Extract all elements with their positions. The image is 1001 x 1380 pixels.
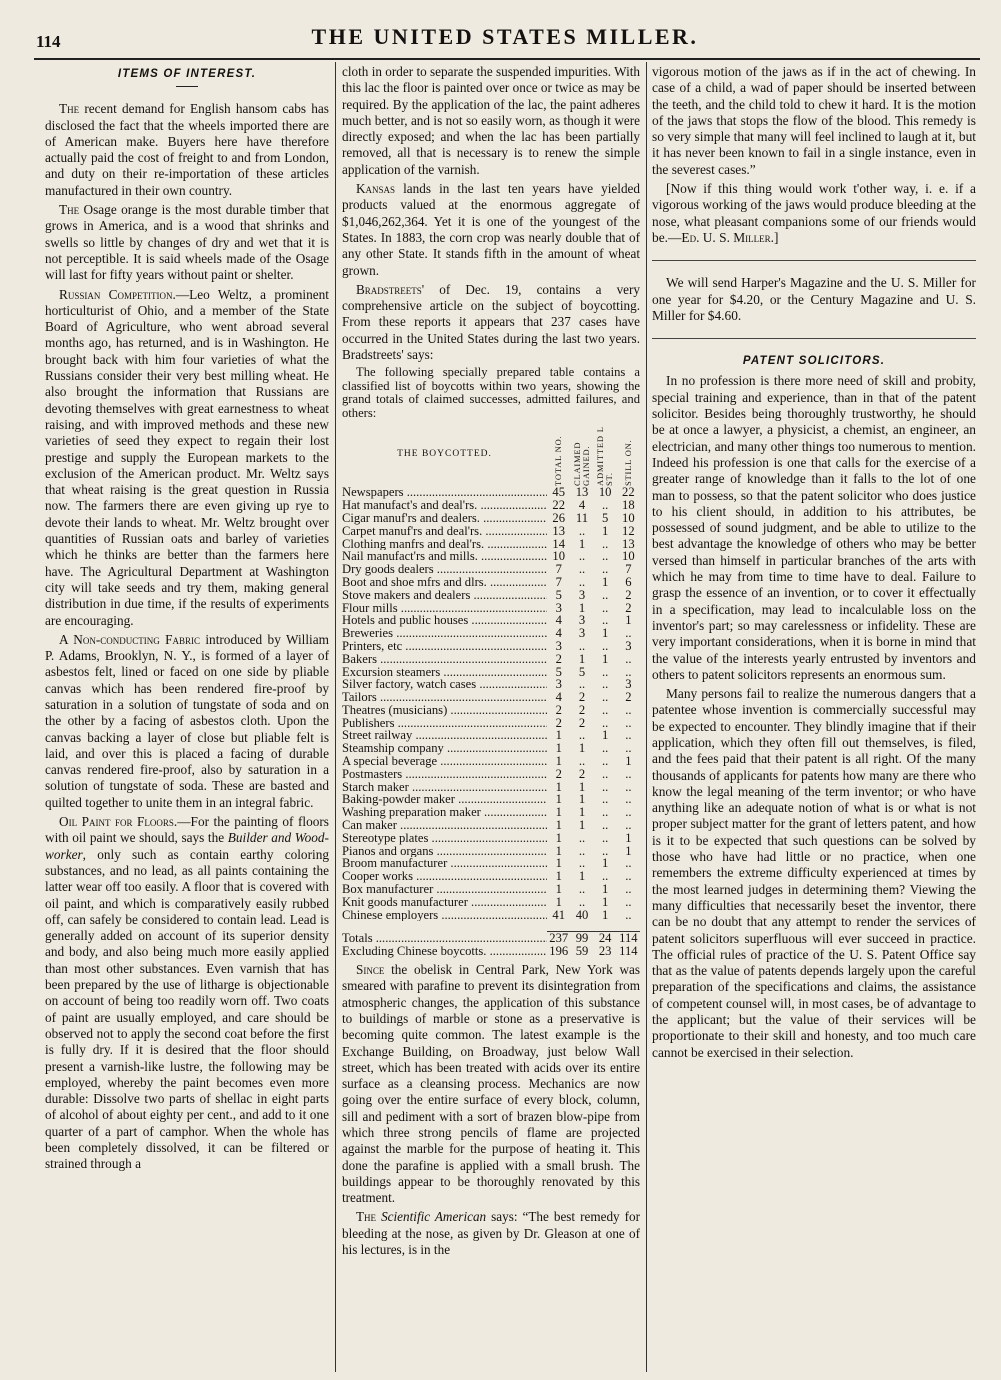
section-separator xyxy=(652,260,976,261)
table-row xyxy=(342,909,640,922)
cell-still: 10 xyxy=(622,549,635,564)
row-label: Newspapers xyxy=(342,486,404,500)
cell-admitted: .. xyxy=(601,702,609,717)
cell-admitted: 23 xyxy=(598,944,612,959)
header-total: TOTAL NO. xyxy=(553,435,564,487)
cell-total: 4 xyxy=(555,690,562,705)
cell-claimed: 1 xyxy=(578,779,586,794)
cell-still: 18 xyxy=(622,498,635,513)
cell-claimed: .. xyxy=(578,882,586,897)
boycott-table xyxy=(342,426,640,958)
cell-claimed: 1 xyxy=(578,792,586,807)
table-row xyxy=(342,512,640,525)
cell-claimed: 13 xyxy=(575,485,589,500)
cell-admitted: 1 xyxy=(601,651,609,666)
header-still: STILL ON. xyxy=(622,439,633,487)
cell-still: .. xyxy=(625,792,632,807)
cell-total: 1 xyxy=(555,728,562,743)
cell-claimed: .. xyxy=(578,843,586,858)
cell-still: 2 xyxy=(625,690,632,705)
cell-total: 22 xyxy=(552,498,566,513)
cell-still: 1 xyxy=(625,613,632,628)
cell-total: 1 xyxy=(555,805,562,820)
cell-claimed: .. xyxy=(578,677,586,692)
editor-note-paragraph: [Now if this thing would work t'other way, i. e. if a vigorous working of the jaws would produce bleeding at the nose, what pleasant companions some of our friends would be.—Ed. U. S. Miller.] xyxy=(652,181,976,245)
cell-admitted: .. xyxy=(601,805,609,820)
cell-total: 196 xyxy=(549,944,569,959)
cell-admitted: 1 xyxy=(601,574,609,589)
table-row xyxy=(342,550,640,563)
cell-claimed: 3 xyxy=(578,613,586,628)
cell-admitted: .. xyxy=(601,677,609,692)
row-label: Totals xyxy=(342,931,373,946)
cell-total: 1 xyxy=(555,792,562,807)
cell-admitted: .. xyxy=(601,779,609,794)
cell-total: 2 xyxy=(555,702,562,717)
cell-still: .. xyxy=(625,882,632,897)
cell-admitted: .. xyxy=(601,562,609,577)
table-row xyxy=(342,819,640,832)
row-label: Breweries xyxy=(342,627,394,640)
column-3 xyxy=(652,64,976,1064)
table-row xyxy=(342,589,640,602)
cell-still: .. xyxy=(625,766,632,781)
row-label: Bakers xyxy=(342,652,377,666)
cell-claimed: .. xyxy=(578,562,586,577)
table-row xyxy=(342,832,640,845)
cell-claimed: .. xyxy=(578,523,586,538)
row-label: Silver factory, watch cases xyxy=(342,678,477,692)
cell-admitted: 10 xyxy=(598,485,612,500)
page-number: 114 xyxy=(36,32,61,51)
cell-claimed: 4 xyxy=(578,498,586,513)
table-row xyxy=(342,857,640,870)
cell-admitted: .. xyxy=(601,536,609,551)
cell-still: 2 xyxy=(625,600,632,615)
cell-admitted: .. xyxy=(601,818,609,833)
row-label: Street railway xyxy=(342,729,413,743)
cell-still: 12 xyxy=(622,523,635,538)
magazine-offer-paragraph: We will send Harper's Magazine and the U. S. Miller for one year for $4.20, or the Century Magazine and U. S. Miller for $4.60. xyxy=(652,275,976,323)
cell-claimed: 1 xyxy=(578,805,586,820)
cell-admitted: 5 xyxy=(601,510,609,525)
cell-total: 13 xyxy=(552,523,566,538)
cell-admitted: 1 xyxy=(601,856,609,871)
row-label: Washing preparation maker xyxy=(342,806,481,820)
cell-admitted: .. xyxy=(601,741,609,756)
header-rule xyxy=(34,58,980,60)
cell-total: 1 xyxy=(555,856,562,871)
cell-admitted: .. xyxy=(601,766,609,781)
row-label: Starch maker xyxy=(342,780,409,794)
table-row xyxy=(342,576,640,589)
row-label: Theatres (musicians) xyxy=(342,703,448,717)
row-label: Excluding Chinese boycotts. xyxy=(342,945,487,959)
cell-total: 1 xyxy=(555,754,562,769)
cell-still: .. xyxy=(625,856,632,871)
cell-claimed: 2 xyxy=(578,715,586,730)
cell-admitted: 1 xyxy=(601,523,609,538)
row-label: Stereotype plates xyxy=(342,831,429,845)
table-row xyxy=(342,883,640,896)
patent-solicitors-paragraph-1: In no profession is there more need of skill and probity, special training and experience, than in that of the patent solicitor. Besides being thoroughly trustworthy, he should be at once a lawyer, a physicist, a chemist, an engineer, an electrician, and many other things too numerous to mention. Indeed his profession is one that calls for the exercise of a greater range of knowledge than it falls to the lot of one man to possess, so that the patent solicitor who does justice to his client should, in addition to his attributes, be possessed of sound judgment, and be able to utilize to the best advantage the knowledge of others who may be better versed than himself in particular branches of the arts with which he may from time to time have to deal. Failure to grasp the essence of an invention, or to cover it effectually in a specification, may lead to incalculable loss on the inventor's part; so may carelessness or infidelity. These are very important considerations, when it is borne in mind that the value of the interests yearly entrusted by inventors and others to patent solicitors represents an enormous sum. xyxy=(652,373,976,682)
row-label: Carpet manuf'rs and deal'rs. xyxy=(342,524,483,538)
cell-still: 3 xyxy=(625,638,632,653)
cell-total: 3 xyxy=(555,677,562,692)
cell-admitted: .. xyxy=(601,587,609,602)
cell-admitted: .. xyxy=(601,869,609,884)
obelisk-paragraph: Since the obelisk in Central Park, New York was smeared with parafine to prevent its disintegration from atmospheric changes, the application of this substance to buildings of marble or stone as a preservative is becoming quite common. The latest example is the Exchange Building, on Broadway, just below Wall street, which has been treated with acids over its entire surface as a cleansing process. Mechanics are now going over the entire surface of every block, column, sill and pediment with a sort of brazen blow-pipe from which three strong pencils of flame are projected against the marble for the purpose of heating it. This done the parafine is applied with a small brush. The buildings appear to be thoroughly renovated by this treatment. xyxy=(342,962,640,1206)
table-row xyxy=(342,614,640,627)
cell-admitted: .. xyxy=(601,549,609,564)
table-row xyxy=(342,666,640,679)
cell-claimed: .. xyxy=(578,549,586,564)
table-row xyxy=(342,499,640,512)
cell-admitted: 1 xyxy=(601,894,609,909)
table-intro: The following specially prepared table contains a classified list of boycotts within two years, showing the grand totals of claimed successes, admitted failures, and others: xyxy=(342,365,640,420)
russian-competition-paragraph: Russian Competition.—Leo Weltz, a prominent horticulturist of Ohio, and a member of the State Board of Agriculture, who went abroad several months ago, has returned, and is in Washington. He brought back with him four varieties of what the Russians consider their very best milling wheat. He also brought the information that Russians are devoting themselves with great earnestness to wheat raising, and with improved methods and these new varieties of seed they expect to regain their lost prestige and supply the European markets to the exclusion of the American product. Mr. Weltz says that wheat raising is the great question in Russia now. The farmers there are even giving up rye to devote their lands to wheat. Mr. Weltz brought over quantities of Russian oats and barley of varieties which he thinks are better than the farmers here have. The Agricultural Department at Washington city will take seeds and try them, making general distribution in due time, if the results of experiments are encouraging. xyxy=(45,286,330,628)
cell-claimed: 99 xyxy=(570,932,593,945)
cell-still: .. xyxy=(625,728,632,743)
header-claimed: CLAIMED GAINED. xyxy=(572,442,591,487)
cell-still: 1 xyxy=(625,754,632,769)
row-label: Tailors xyxy=(342,691,377,704)
cell-admitted: 1 xyxy=(601,907,609,922)
table-row xyxy=(342,717,640,730)
cell-total: 1 xyxy=(555,869,562,884)
cell-total: 4 xyxy=(555,613,562,628)
cell-admitted: .. xyxy=(601,498,609,513)
row-label: Baking-powder maker xyxy=(342,793,455,807)
row-label: A special beverage xyxy=(342,755,438,768)
cell-claimed: .. xyxy=(578,894,586,909)
cell-total: 237 xyxy=(547,932,570,945)
cell-admitted: .. xyxy=(601,715,609,730)
cell-claimed: .. xyxy=(578,574,586,589)
cell-still: .. xyxy=(625,869,632,884)
cell-total: 5 xyxy=(555,664,562,679)
cell-still: .. xyxy=(625,626,632,641)
table-row xyxy=(342,781,640,794)
cell-still: 7 xyxy=(625,562,632,577)
cell-still: .. xyxy=(625,779,632,794)
table-row xyxy=(342,640,640,653)
table-row xyxy=(342,704,640,717)
lac-paragraph: cloth in order to separate the suspended impurities. With this lac the floor is painted over once or twice as may be required. By the application of the lac, the paint adheres much better, and is not so easily worn, as though it were directly exposed; and when the lac has been partially removed, all that is necessary is to renew the simple application of the varnish. xyxy=(342,64,640,177)
cell-total: 1 xyxy=(555,843,562,858)
cell-total: 5 xyxy=(555,587,562,602)
table-row xyxy=(342,768,640,781)
patent-solicitors-heading: PATENT SOLICITORS. xyxy=(742,355,886,368)
non-conducting-fabric-paragraph: A Non-conducting Fabric introduced by William P. Adams, Brooklyn, N. Y., is formed of a layer of asbestos felt, lined or faced on one side by pliable canvas which has been rendered fire-proof by saturation in a solution of tungstate of soda and on the other by a facing of asbestos cloth. Upon the canvas backing a layer of close but pliable felt is laid, and over this is placed a facing of durable canvas rendered fire-proof, also by saturation in a solution of tungstate of soda. These are basted and quilted together to unite them in an integral fabric. xyxy=(45,631,329,810)
cell-total: 10 xyxy=(552,549,566,564)
table-row xyxy=(342,627,640,640)
page-header xyxy=(30,22,980,56)
cell-admitted: 24 xyxy=(594,932,617,945)
cell-claimed: 1 xyxy=(578,741,586,756)
boycott-table-body xyxy=(342,486,640,958)
cell-claimed: 1 xyxy=(578,536,586,551)
cell-total: 41 xyxy=(552,907,566,922)
row-label: Knit goods manufacturer xyxy=(342,895,468,909)
heading-dash xyxy=(176,86,198,87)
excluding-chinese-row xyxy=(342,945,640,958)
cell-admitted: 1 xyxy=(601,626,609,641)
oil-paint-paragraph: Oil Paint for Floors.—For the painting of floors with oil paint we should, says the Builder and Wood-worker, only such as contain earthy coloring substances, and no lead, as all paints containing the latter wear off too easily. A floor that is covered with oil paint, and which is comparatively easily rubbed off, can safely be considered to contain lead. Lead is generally added on account of its superior density and body, and also being much more easily applied than most other substances. Even varnish that has been prepared by the use of litharge is objectionable on account of being too readily worn off. Two coats of paint are usually employed, and care should be observed not to apply the second coat before the first is fully dry. If it is desired that the floor should present a varnish-like lustre, the following may be employed, whereby the paint becomes even more durable: Dissolve two parts of shellac in eight parts of alcohol of about eighty per cent., and add to it one quarter of a part of camphor. When the whole has been completely dissolved, it can be filtered or strained through a xyxy=(45,814,329,1172)
table-spacer xyxy=(342,921,640,932)
cell-claimed: 3 xyxy=(578,626,586,641)
row-label: Publishers xyxy=(342,716,395,730)
row-label: Steamship company xyxy=(342,742,444,756)
row-label: Printers, etc xyxy=(342,639,403,653)
row-label: Can maker xyxy=(342,819,397,832)
cell-claimed: 59 xyxy=(575,944,589,959)
header-boycotted: THE BOYCOTTED. xyxy=(397,448,492,459)
nosebleed-continued-paragraph: vigorous motion of the jaws as if in the act of chewing. In case of a child, a wad of paper should be inserted between the teeth, and the child told to chew it hard. It is the motion of the jaws that stops the flow of the blood. This remedy is so very simple that many will feel inclined to laugh at it, but it has never been known to fail in a single instance, even in the severest cases.” xyxy=(652,64,976,177)
cell-still: .. xyxy=(625,894,632,909)
totals-row xyxy=(342,932,640,945)
table-row xyxy=(342,742,640,755)
cell-still: 114 xyxy=(619,944,638,959)
cell-still: 2 xyxy=(625,587,632,602)
cell-claimed: .. xyxy=(578,638,586,653)
column-1 xyxy=(45,64,329,1176)
cell-admitted: 1 xyxy=(601,728,609,743)
column-divider-2 xyxy=(646,62,647,1372)
cell-total: 1 xyxy=(555,741,562,756)
cell-claimed: 2 xyxy=(578,690,586,705)
cell-claimed: 1 xyxy=(578,651,586,666)
row-label: Flour mills xyxy=(342,601,398,615)
cell-still: 1 xyxy=(625,830,632,845)
cell-still: 13 xyxy=(622,536,635,551)
table-row xyxy=(342,755,640,768)
table-row xyxy=(342,538,640,551)
header-admitted: ADMITTED L ST. xyxy=(595,426,615,487)
cell-total: 26 xyxy=(552,510,566,525)
table-row xyxy=(342,563,640,576)
row-label: Boot and shoe mfrs and dlrs. xyxy=(342,575,487,589)
items-of-interest-heading: ITEMS OF INTEREST. xyxy=(117,68,257,80)
cell-claimed: 1 xyxy=(578,818,586,833)
cell-claimed: 5 xyxy=(578,664,586,679)
cell-admitted: .. xyxy=(601,613,609,628)
cell-still: 1 xyxy=(625,843,632,858)
cell-claimed: .. xyxy=(578,754,586,769)
cell-admitted: .. xyxy=(601,792,609,807)
cell-claimed: 2 xyxy=(578,702,586,717)
nosebleed-paragraph: The Scientific American says: “The best remedy for bleeding at the nose, as given by Dr. Gleason at one of his lectures, is in the xyxy=(342,1209,640,1258)
row-label: Cooper works xyxy=(342,870,414,884)
cell-still: 10 xyxy=(622,510,635,525)
cell-admitted: .. xyxy=(601,690,609,705)
cell-still: 114 xyxy=(617,932,640,945)
row-label: Clothing manfrs and deal'rs. xyxy=(342,537,485,551)
cell-admitted: 1 xyxy=(601,882,609,897)
row-label: Box manufacturer xyxy=(342,883,434,896)
cell-total: 2 xyxy=(555,715,562,730)
table-row xyxy=(342,653,640,666)
cell-still: .. xyxy=(625,805,632,820)
cell-still: .. xyxy=(625,702,632,717)
cell-total: 45 xyxy=(552,485,566,500)
cell-total: 7 xyxy=(555,574,562,589)
kansas-paragraph: Kansas lands in the last ten years have yielded products valued at the enormous aggregate of $1,046,262,364. Yet it is one of the youngest of the States. In 1883, the corn crop was nearly double that of any other State. It stands fifth in the amount of wheat grown. xyxy=(342,181,640,278)
table-row xyxy=(342,806,640,819)
section-separator xyxy=(652,338,976,339)
cell-claimed: .. xyxy=(578,856,586,871)
cell-admitted: .. xyxy=(601,830,609,845)
cell-claimed: 40 xyxy=(575,907,589,922)
cell-total: 2 xyxy=(555,651,562,666)
cell-total: 1 xyxy=(555,882,562,897)
cell-total: 1 xyxy=(555,779,562,794)
cell-still: 6 xyxy=(625,574,632,589)
cell-admitted: .. xyxy=(601,600,609,615)
cell-still: .. xyxy=(625,818,632,833)
cell-claimed: .. xyxy=(578,728,586,743)
column-2 xyxy=(342,64,640,1261)
row-label: Postmasters xyxy=(342,767,403,781)
cell-total: 7 xyxy=(555,562,562,577)
table-row xyxy=(342,525,640,538)
cell-total: 1 xyxy=(555,830,562,845)
row-label: Chinese employers xyxy=(342,908,439,922)
row-label: Broom manufacturer xyxy=(342,857,448,871)
table-row xyxy=(342,678,640,691)
cell-still: .. xyxy=(625,741,632,756)
row-label: Cigar manuf'rs and dealers. xyxy=(342,511,480,525)
row-label: Hat manufact's and deal'rs. xyxy=(342,499,478,512)
hansom-cabs-paragraph: The recent demand for English hansom cabs has disclosed the fact that the wheels imported there are of American make. Buyers here have therefore actually paid the cost of freight to and from London, and duty on their re-importation of these articles manufactured in their own country. xyxy=(45,101,329,198)
cell-claimed: 2 xyxy=(578,766,586,781)
cell-claimed: 1 xyxy=(578,600,586,615)
cell-claimed: 1 xyxy=(578,869,586,884)
osage-orange-paragraph: The Osage orange is the most durable timber that grows in America, and is a wood that shrinks and swells so little by changes of dry and wet that it is not perceptible. It is said wheels made of the Osage will last for fifty years without paint or shelter. xyxy=(45,202,329,283)
cell-claimed: .. xyxy=(578,830,586,845)
cell-still: 22 xyxy=(622,485,635,500)
column-divider-1 xyxy=(335,62,336,1372)
table-row xyxy=(342,486,640,499)
table-row xyxy=(342,870,640,883)
cell-total: 3 xyxy=(555,638,562,653)
cell-still: .. xyxy=(625,651,632,666)
table-row xyxy=(342,729,640,742)
cell-still: .. xyxy=(625,715,632,730)
cell-still: .. xyxy=(625,907,632,922)
cell-admitted: .. xyxy=(601,638,609,653)
table-row xyxy=(342,602,640,615)
table-row xyxy=(342,845,640,858)
cell-claimed: 3 xyxy=(578,587,586,602)
cell-total: 2 xyxy=(555,766,562,781)
cell-total: 14 xyxy=(552,536,566,551)
bradstreets-paragraph: Bradstreets' of Dec. 19, contains a very comprehensive article on the subject of boycotting. From these reports it appears that 237 cases have occurred in the United States during the last two years. Bradstreets' says: xyxy=(342,281,640,363)
cell-total: 3 xyxy=(555,600,562,615)
row-label: Pianos and organs xyxy=(342,844,434,858)
row-label: Excursion steamers xyxy=(342,665,441,679)
table-row xyxy=(342,691,640,704)
cell-total: 1 xyxy=(555,894,562,909)
table-row xyxy=(342,793,640,806)
row-label: Stove makers and dealers xyxy=(342,588,471,602)
cell-total: 1 xyxy=(555,818,562,833)
cell-total: 4 xyxy=(555,626,562,641)
row-label: Dry goods dealers xyxy=(342,563,434,576)
cell-still: 3 xyxy=(625,677,632,692)
cell-still: .. xyxy=(625,664,632,679)
cell-claimed: 11 xyxy=(575,510,589,525)
table-row xyxy=(342,896,640,909)
cell-admitted: .. xyxy=(601,843,609,858)
newspaper-title: THE UNITED STATES MILLER. xyxy=(311,24,699,49)
row-label: Nail manufact'rs and mills. xyxy=(342,550,478,564)
cell-admitted: .. xyxy=(601,664,609,679)
table-header-row xyxy=(342,426,640,486)
row-label: Hotels and public houses xyxy=(342,614,469,628)
patent-solicitors-paragraph-2: Many persons fail to realize the numerous dangers that a patentee whose invention is commercially successful may be expected to encounter. They blindly imagine that if their application, which they often fill out themselves, is filed, and the fees paid that their patent is all right. Of the many thousands of applicants for patents how many are there who know the legal meaning of the term inventor; or who have anything like an adequate notion of what is or what is not proper subject matter for the grant of letters patent, and how is it to be expected that such questions can be solved by those who have had little or no practice, when one remembers the extreme difficulty experienced at times by the most learned judges in determining them? Viewing the many difficulties that necessarily beset the inventor, there can be no doubt that any attempt to render the services of patent solicitors superfluous will ever succeed in practice. The official rules of practice of the U. S. Patent Office say that as the value of patents depends largely upon the careful preparation of the specifications and claims, the assistance of competent counsel will, in most cases, be of advantage to the applicant; but the value of their services will be proportionate to their skill and honesty, and too much care cannot be exercised in their selection. xyxy=(652,686,976,1060)
cell-admitted: .. xyxy=(601,754,609,769)
